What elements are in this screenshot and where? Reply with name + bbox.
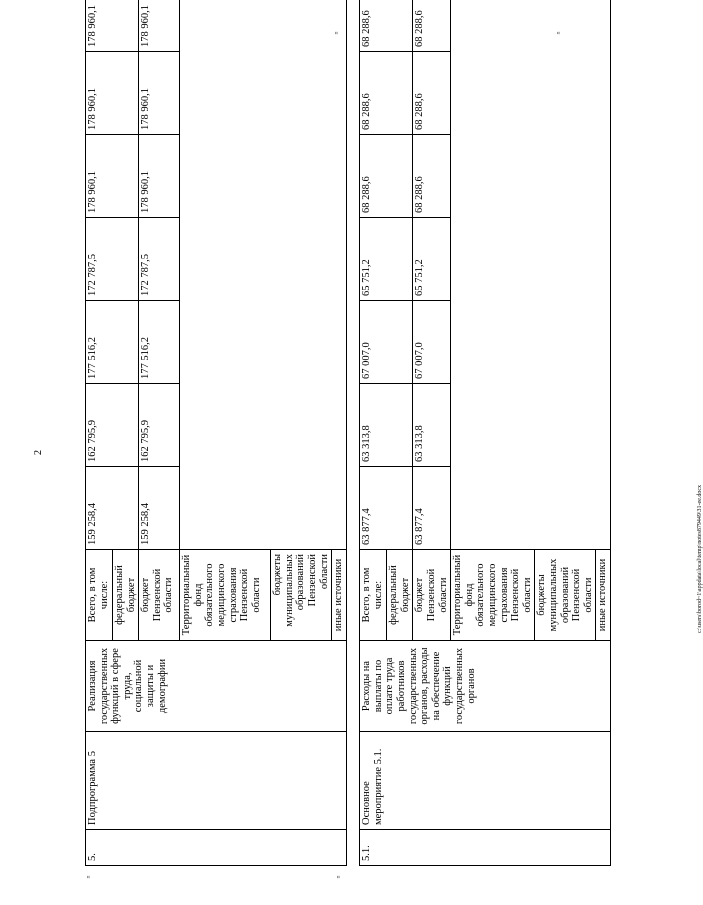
value-cell: 67 007,0 — [413, 301, 451, 384]
value-cell: 68 288,6 — [360, 0, 413, 52]
value-cell: 68 288,6 — [360, 135, 413, 218]
source-regional: бюджет Пензенской области — [139, 550, 180, 641]
source-regional: бюджет Пензенской области — [413, 550, 451, 641]
value-cell: 177 516,2 — [86, 301, 139, 384]
value-cell: 68 288,6 — [413, 135, 451, 218]
value-cell: 63 313,8 — [360, 384, 413, 467]
value-cell: 178 960,1 — [139, 52, 180, 135]
paragraph-mark: ¤ — [556, 31, 563, 35]
table-row — [360, 0, 387, 866]
value-cell: 159 258,4 — [86, 467, 139, 550]
source-other: иные источники — [332, 550, 347, 641]
value-cell: 68 288,6 — [413, 52, 451, 135]
source-federal: федеральный бюджет — [387, 550, 413, 641]
paragraph-mark: ¤ — [336, 875, 343, 879]
value-cell: 177 516,2 — [139, 301, 180, 384]
value-cell: 178 960,1 — [86, 52, 139, 135]
paragraph-mark: ¤ — [334, 31, 341, 35]
row-kind: Основное мероприятие 5.1. — [360, 732, 611, 830]
value-cell: 68 288,6 — [360, 52, 413, 135]
value-cell: 178 960,1 — [139, 135, 180, 218]
value-cell: 63 877,4 — [413, 467, 451, 550]
value-cell: 65 751,2 — [360, 218, 413, 301]
value-cell: 178 960,1 — [139, 0, 180, 52]
row-name: Реализация государственных функций в сфере труда, социальной защиты и демографии — [86, 641, 347, 732]
source-other: иные источники — [596, 550, 611, 641]
source-total: Всего, в том числе: — [360, 550, 387, 641]
page-number: 2 — [33, 450, 44, 455]
value-cell: 162 795,9 — [86, 384, 139, 467]
file-path-footer: c:\users\borod~1\appdata\local\temp\notes879449\31-ee.docx — [697, 484, 703, 633]
value-cell: 178 960,1 — [86, 135, 139, 218]
source-municipal: бюджеты муниципальных образований Пензенской области — [271, 550, 332, 641]
value-cell: 68 288,6 — [413, 0, 451, 52]
value-cell: 159 258,4 — [139, 467, 180, 550]
paragraph-mark: ¤ — [86, 875, 93, 879]
row-number: 5. — [86, 830, 347, 866]
row-name: Расходы на выплаты по оплате труда работников государственных органов, расходы на обеспечение функций государственных органов — [360, 641, 611, 732]
row-number: 5.1. — [360, 830, 611, 866]
value-cell: 172 787,5 — [86, 218, 139, 301]
table-row — [86, 0, 113, 866]
value-cell: 63 877,4 — [360, 467, 413, 550]
rotated-table-area — [85, 5, 609, 866]
value-cell: 162 795,9 — [139, 384, 180, 467]
empty-cells — [451, 0, 611, 550]
source-total: Всего, в том числе: — [86, 550, 113, 641]
empty-cells — [180, 0, 347, 550]
value-cell: 172 787,5 — [139, 218, 180, 301]
value-cell: 178 960,1 — [86, 0, 139, 52]
source-municipal: бюджеты муниципальных образований Пензенской области — [535, 550, 596, 641]
value-cell: 67 007,0 — [360, 301, 413, 384]
source-fund: Территориальный фонд обязательного медицинского страхования Пензенской области — [180, 550, 271, 641]
value-cell: 65 751,2 — [413, 218, 451, 301]
value-cell: 63 313,8 — [413, 384, 451, 467]
row-kind: Подпрограмма 5 — [86, 732, 347, 830]
source-federal: федеральный бюджет — [113, 550, 139, 641]
financing-table — [85, 0, 611, 866]
source-fund: Территориальный фонд обязательного медицинского страхования Пензенской области — [451, 550, 535, 641]
